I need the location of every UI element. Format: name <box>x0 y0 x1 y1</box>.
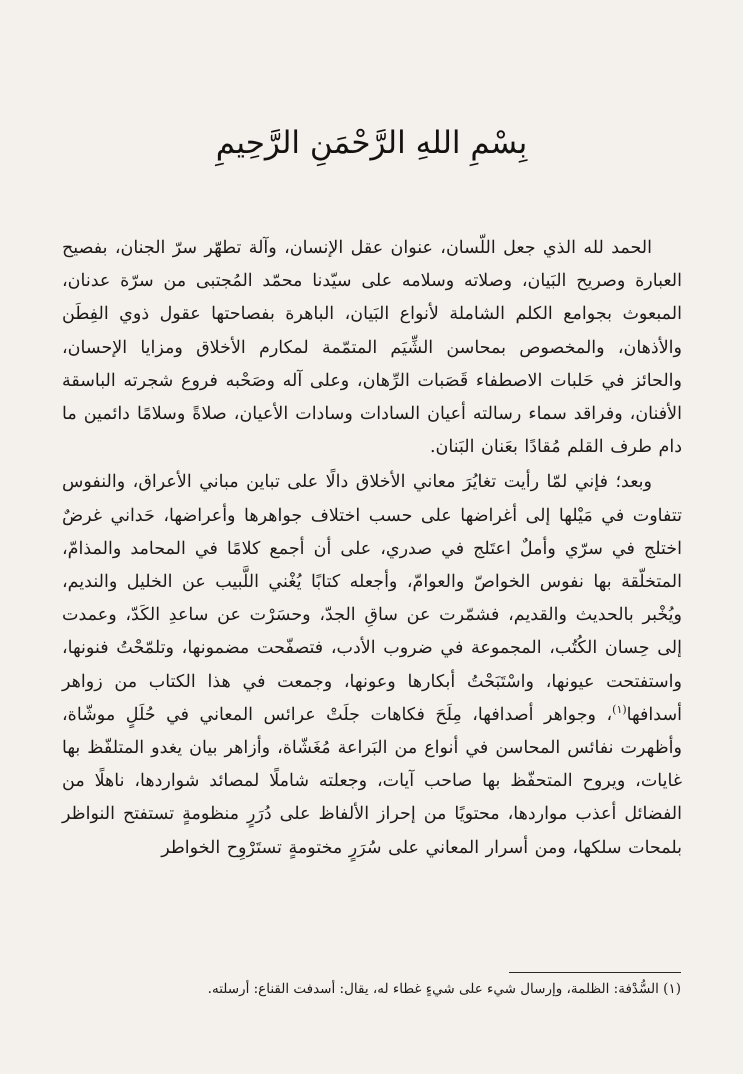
main-text <box>62 232 682 865</box>
paragraph-2-text: وبعد؛ فإني لمّا رأيت تغايُرَ معاني الأخلاق دالًا على تباين مباني الأعراق، والنفوس تتفاوت في مَيْلها إلى أغراضها على حسب اختلاف جواهرها وأعراضها، حَداني غرضٌ اختلج في سرّي وأملٌ اعتَلج في صدري، على أن أجمع كلامًا في المحامد والمذامّ، المتخلّقة بها نفوس الخواصّ والعوامّ، وأجعله كتابًا يُغْني اللَّبيب عن الخليل والنديم، ويُخْبر بالحديث والقديم، فشمّرت عن ساقِ الجدّ، وحسَرْت عن ساعدِ الكَدّ، وعمدت إلى حِسان الكُتُب، المجموعة في ضروب الأدب، فتصفّحت مضمونها، وتلمّحْتُ فنونها، واستفتحت عيونها، واسْتَبَحْتُ أبكارها وعونها، وجمعت في هذا الكتاب من زواهر أسدافها <box>62 472 682 725</box>
paragraph-1: الحمد لله الذي جعل اللّسان، عنوان عقل الإنسان، وآلة تطهّر سرّ الجنان، بفصيح العبارة وصريح البَيان، وصلاته وسلامه على سيّدنا محمّد المُجتبى من سرّة عدنان، المبعوث بجوامع الكلم الشاملة لأنواع البَيان، الباهرة بفصاحتها عقول ذوي الفِطَن والأذهان، والمخصوص بمحاسن الشِّيَم المتمّمة لمكارم الأخلاق ومزايا الإحسان، والحائز في حَلبات الاصطفاء قَصَبات الرِّهان، وعلى آله وصَحْبه فروع شجرته الباسقة الأفنان، وفراقد سماء رسالته أعيان السادات وسادات الأعيان، صلاةً وسلامًا دائمين ما دام طرف القلم مُقادًا بعَنان البَنان. <box>62 238 682 458</box>
footnote: (١) السُّدْفة: الظلمة، وإرسال شيء على شيءٍ غطاء له، يقال: أسدفت القناع: أرسلته. <box>207 981 681 997</box>
paragraph-2-continuation: ، وجواهر أصدافها، مِلَحَ فكاهات جلَتْ عرائس المعاني في حُلَلٍ موشّاة، وأظهرت نفائس المحاسن في أنواع من البَراعة مُغَشّاة، وأزاهر بيان يغدو المتلفّظ بها غايات، ويروح المتحفّظ بها صاحب آيات، وجعلته شاملًا لمصائد شواردها، ناهلًا من الفضائل أعذب مواردها، محتويًا من إحراز الألفاظ على دُرَرٍ منظومةٍ تستفتح النواظر بلمحات سلكها، ومن أسرار المعاني على سُرَرٍ مختومةٍ تستَرْوِح الخواطر <box>62 704 682 858</box>
footnote-rule <box>509 972 681 973</box>
basmala: بِسْمِ اللهِ الرَّحْمَنِ الرَّحِيمِ <box>215 125 528 161</box>
footnote-ref: (١) <box>612 703 627 717</box>
paragraph-2 <box>62 466 682 864</box>
